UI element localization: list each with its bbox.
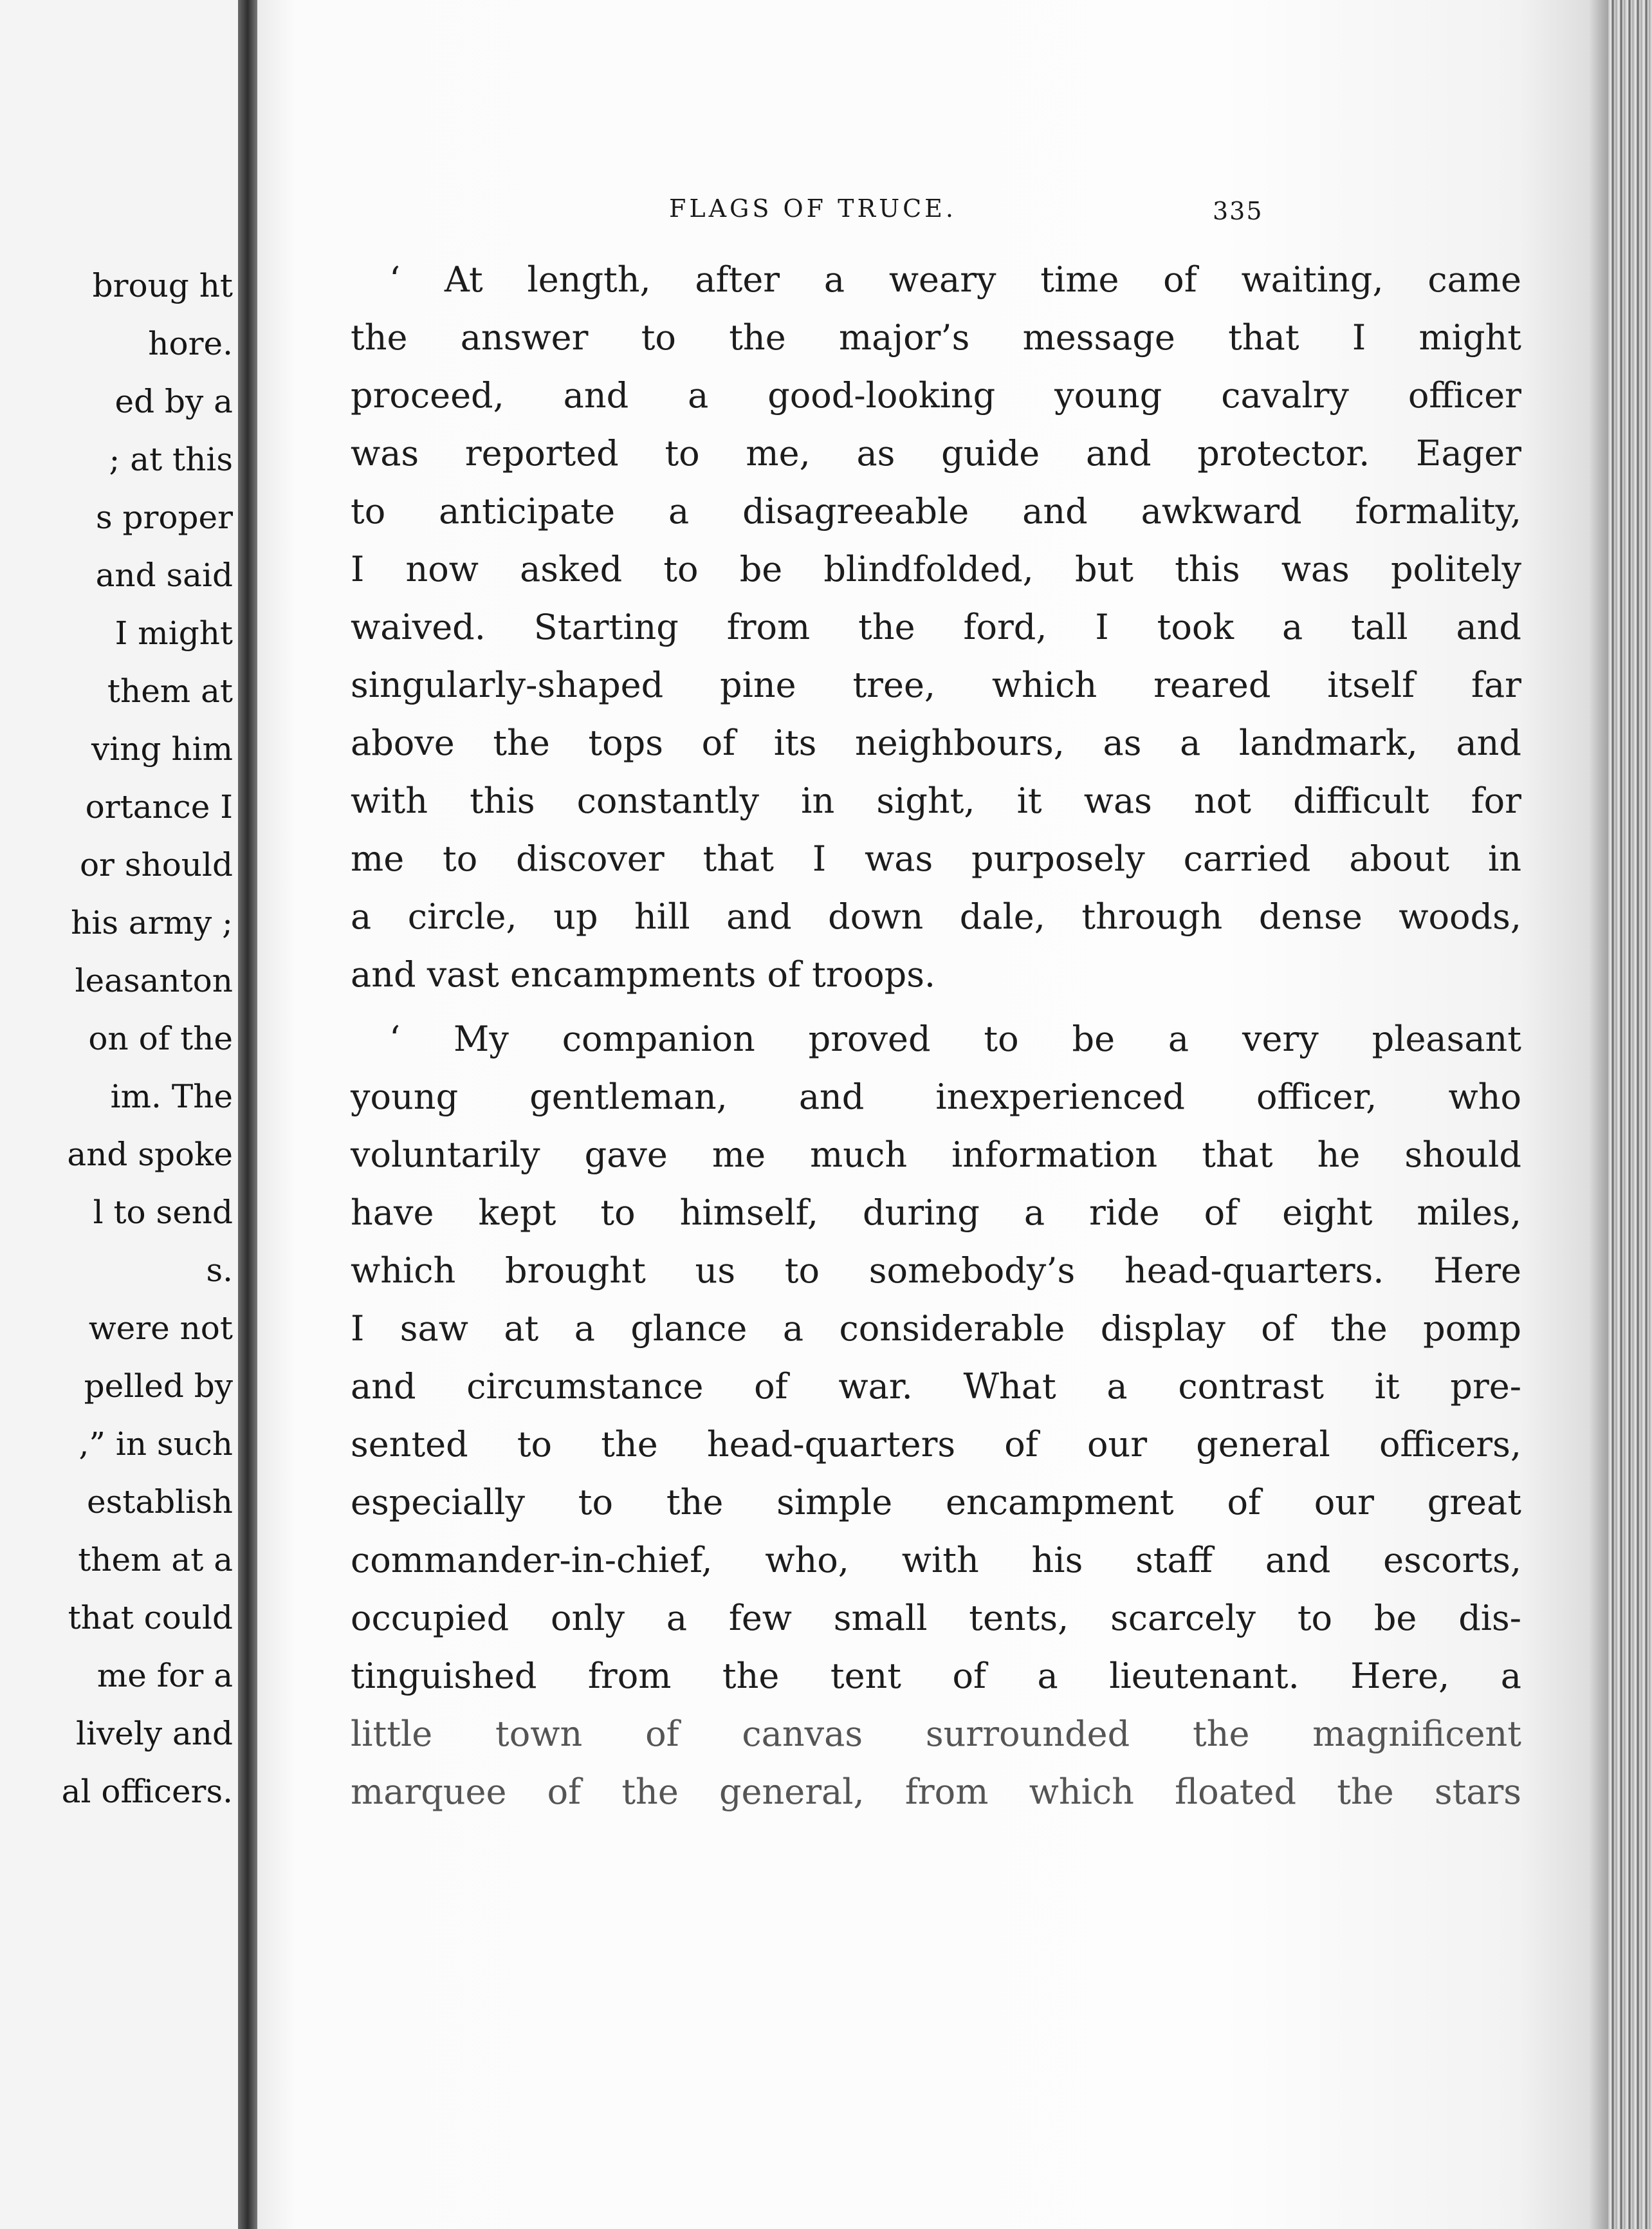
text-line: was reported to me, as guide and protector. Eager [351,433,1521,474]
left-page-line: and spoke [67,1136,233,1173]
left-page-line: s proper [95,499,233,536]
left-page-line: and said [95,557,233,594]
text-line: young gentleman, and inexperienced officer, who [351,1077,1521,1117]
left-page-line: ed by a [115,383,233,420]
left-page-line: leasanton [75,962,233,999]
text-line: tinguished from the tent of a lieutenant. Here, a [351,1656,1521,1696]
book-gutter [238,0,257,2229]
running-head: FLAGS OF TRUCE. [669,194,957,223]
text-line: above the tops of its neighbours, as a landmark, and [351,723,1521,763]
text-line: proceed, and a good-looking young cavalry officer [351,375,1521,416]
page-number: 335 [1213,197,1263,225]
page-edge-shadow [1589,0,1608,2229]
text-line: little town of canvas surrounded the magnificent [351,1714,1521,1754]
left-page-line: establish [86,1483,233,1521]
text-line: which brought us to somebody’s head-quarters. Here [351,1250,1521,1291]
left-page-line: or should [79,846,233,883]
text-line: to anticipate a disagreeable and awkward formality, [351,491,1521,532]
left-page-line: hore. [148,325,233,362]
text-line: marquee of the general, from which floated the stars [351,1771,1521,1812]
left-page-line: them at a [78,1541,233,1578]
right-page [257,0,1608,2229]
left-page-line: I might [115,615,233,652]
left-page-line: me for a [96,1657,233,1694]
left-page-line: al officers. [61,1773,233,1810]
text-line: ‘ At length, after a weary time of waiting, came [389,259,1521,300]
left-page-line: ving him [91,730,233,768]
text-line: occupied only a few small tents, scarcely to be dis- [351,1598,1521,1638]
text-line: and vast encampments of troops. [351,954,936,995]
text-line: the answer to the major’s message that I might [351,317,1521,358]
text-line: I now asked to be blindfolded, but this was politely [351,549,1521,589]
left-page-line: l to send [93,1194,233,1231]
text-line: singularly-shaped pine tree, which reared itself far [351,665,1521,705]
text-line: me to discover that I was purposely carried about in [351,838,1521,879]
text-line: commander-in-chief, who, with his staff and escorts, [351,1540,1521,1580]
left-page-line: pelled by [84,1367,233,1405]
left-page-line: s. [206,1252,233,1289]
text-line: with this constantly in sight, it was not difficult for [351,781,1521,821]
text-line: I saw at a glance a considerable display of the pomp [351,1308,1521,1349]
left-page-line: lively and [76,1715,233,1752]
text-line: a circle, up hill and down dale, through dense woods, [351,896,1521,937]
left-page-line: were not [88,1309,233,1347]
left-page-line: ; at this [109,441,233,478]
text-line: have kept to himself, during a ride of eight miles, [351,1192,1521,1233]
text-line: especially to the simple encampment of our great [351,1482,1521,1522]
text-line: ‘ My companion proved to be a very pleasant [389,1019,1521,1059]
text-line: waived. Starting from the ford, I took a tall and [351,607,1521,647]
left-page-line: ortance I [85,788,233,826]
left-page-line: on of the [88,1020,233,1057]
left-page-line: ,” in such [78,1425,233,1463]
left-page [0,0,238,2229]
left-page-line: im. The [110,1078,233,1115]
text-line: voluntarily gave me much information that he should [351,1134,1521,1175]
text-line: sented to the head-quarters of our general officers, [351,1424,1521,1465]
book-page-edges [1608,0,1652,2229]
left-page-line: his army ; [71,904,233,941]
left-page-line: them at [107,672,233,710]
left-page-line: that could [68,1599,233,1636]
left-page-line: broug ht [92,267,233,304]
text-line: and circumstance of war. What a contrast it pre- [351,1366,1521,1407]
